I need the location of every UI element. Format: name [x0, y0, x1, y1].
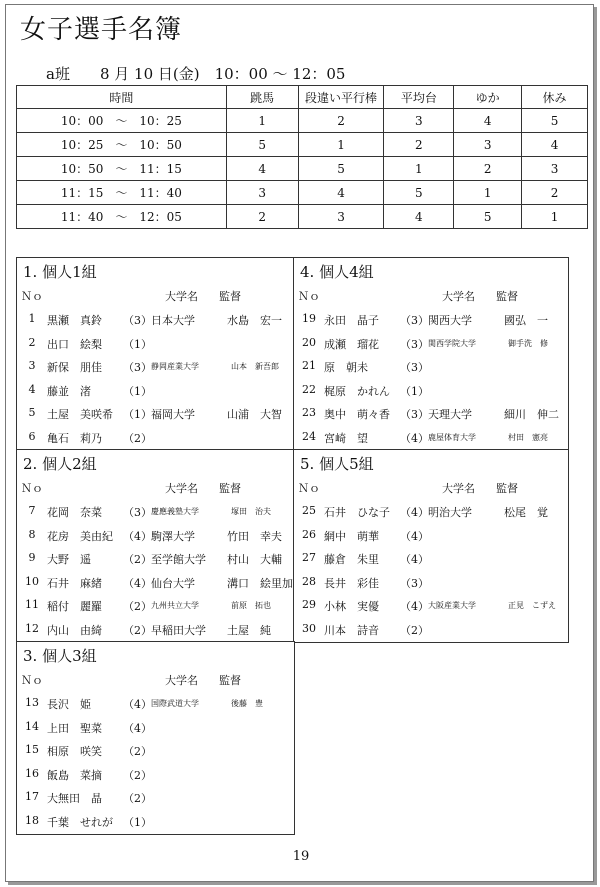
athlete-no: 15 [25, 743, 39, 756]
athlete-university: 慶應義塾大学 [151, 507, 199, 516]
athlete-grade: （2） [123, 553, 152, 566]
athlete-coach: 前原 拓也 [231, 601, 271, 610]
schedule-cell: 5 [298, 157, 384, 181]
column-label-uni: 大学名 [165, 674, 198, 687]
athlete-coach: 村田 憲亮 [508, 432, 548, 442]
athlete-row [17, 696, 289, 718]
athlete-row [17, 790, 289, 812]
schedule-header: 段違い平行棒 [298, 86, 384, 109]
schedule-header: 時間 [17, 86, 227, 109]
athlete-row [17, 406, 289, 428]
athlete-university: 駒澤大学 [151, 529, 195, 543]
athlete-coach: 松尾 覚 [504, 506, 548, 519]
athlete-no: 28 [302, 574, 316, 588]
schedule-cell: 2 [298, 109, 384, 133]
schedule-header: 休み [522, 86, 588, 109]
athlete-row [17, 743, 289, 765]
athlete-grade: （3） [123, 314, 152, 327]
column-label-no: Ｎｏ [298, 290, 320, 303]
athlete-no: 9 [28, 551, 36, 564]
athlete-university: 大阪産業大学 [428, 601, 476, 610]
column-label-uni: 大学名 [165, 290, 198, 303]
group-panel [16, 257, 295, 451]
athlete-grade: （3） [123, 506, 152, 519]
column-label-uni: 大学名 [442, 290, 475, 303]
athlete-row [17, 383, 289, 405]
schedule-cell: 2 [226, 205, 298, 229]
athlete-no: 3 [28, 359, 36, 372]
schedule-cell: 4 [522, 133, 588, 157]
group-column-header [21, 672, 289, 688]
athlete-grade: （4） [123, 698, 152, 711]
athlete-grade: （1） [123, 408, 152, 421]
athlete-no: 30 [302, 621, 316, 635]
athlete-row [17, 720, 289, 742]
athlete-no: 18 [25, 813, 39, 827]
schedule-row [17, 157, 588, 181]
athlete-coach: 正見 こずえ [508, 601, 556, 610]
column-label-no: Ｎｏ [21, 290, 43, 303]
athlete-name: 出口 絵梨 [47, 337, 102, 351]
athlete-name: 石井 麻緒 [47, 576, 102, 590]
column-label-uni: 大学名 [442, 482, 475, 495]
athlete-university: 至学館大学 [151, 553, 206, 566]
athlete-coach: 山浦 大智 [227, 408, 282, 421]
group-panel [16, 449, 295, 643]
athlete-no: 29 [302, 598, 316, 611]
athlete-no: 7 [28, 504, 36, 517]
athlete-coach: 御手洗 修 [508, 338, 548, 348]
schedule-cell: 3 [226, 181, 298, 205]
athlete-row [17, 814, 289, 836]
athlete-row [294, 528, 566, 550]
athlete-grade: （3） [400, 337, 429, 351]
athlete-row [17, 598, 289, 620]
schedule-time: 11：15 〜 11：40 [17, 181, 227, 205]
athlete-grade: （3） [400, 408, 429, 421]
page-number: 19 [292, 849, 310, 864]
athlete-grade: （1） [400, 384, 429, 398]
athlete-row [294, 312, 566, 334]
athlete-name: 内山 由綺 [47, 623, 102, 637]
athlete-name: 宮崎 望 [324, 431, 368, 445]
athlete-grade: （1） [123, 337, 152, 351]
athlete-name: 小林 実優 [324, 600, 379, 613]
column-label-coach: 監督 [219, 482, 241, 495]
athlete-no: 20 [302, 335, 316, 349]
schedule-cell: 2 [454, 157, 522, 181]
athlete-coach: 溝口 絵里加 [227, 576, 293, 590]
schedule-header: ゆか [454, 86, 522, 109]
column-label-no: Ｎｏ [21, 482, 43, 495]
athlete-coach: 後藤 豊 [231, 699, 263, 708]
athlete-grade: （3） [123, 361, 152, 374]
athlete-name: 新保 朋佳 [47, 361, 102, 374]
athlete-row [294, 598, 566, 620]
group-title: 4. 個人4組 [300, 263, 374, 281]
athlete-grade: （2） [123, 623, 152, 637]
column-label-no: Ｎｏ [298, 482, 320, 495]
schedule-cell: 4 [298, 181, 384, 205]
athlete-row [17, 336, 289, 358]
athlete-grade: （4） [123, 721, 152, 735]
schedule-row [17, 109, 588, 133]
athlete-no: 13 [25, 696, 39, 709]
athlete-name: 大野 遥 [47, 553, 91, 566]
athlete-name: 土屋 美咲希 [47, 408, 113, 421]
athlete-name: 藤並 渚 [47, 384, 91, 398]
schedule-time: 10：25 〜 10：50 [17, 133, 227, 157]
athlete-no: 8 [28, 527, 36, 541]
athlete-grade: （2） [400, 623, 429, 637]
athlete-row [294, 336, 566, 358]
athlete-grade: （2） [123, 431, 152, 445]
athlete-grade: （2） [123, 768, 152, 782]
athlete-row [294, 406, 566, 428]
athlete-name: 花岡 奈菜 [47, 506, 102, 519]
athlete-row [294, 622, 566, 644]
athlete-row [294, 575, 566, 597]
athlete-row [294, 383, 566, 405]
athlete-coach: 竹田 幸夫 [227, 529, 282, 543]
athlete-university: 日本大学 [151, 314, 195, 327]
athlete-row [17, 528, 289, 550]
athlete-no: 25 [302, 504, 316, 517]
athlete-grade: （2） [123, 792, 152, 805]
athlete-grade: （2） [123, 745, 152, 758]
athlete-no: 27 [302, 551, 316, 564]
athlete-row [17, 359, 289, 381]
schedule-cell: 3 [454, 133, 522, 157]
session-subtitle: a班 8 月 10 日(金) 10：00 〜 12：05 [46, 65, 346, 83]
athlete-grade: （3） [400, 361, 429, 374]
athlete-no: 16 [25, 766, 39, 780]
athlete-row [294, 551, 566, 573]
schedule-cell: 5 [384, 181, 454, 205]
schedule-cell: 1 [384, 157, 454, 181]
column-label-uni: 大学名 [165, 482, 198, 495]
athlete-row [17, 312, 289, 334]
group-panel [293, 449, 569, 643]
athlete-coach: 村山 大輔 [227, 553, 282, 566]
athlete-grade: （4） [123, 529, 152, 543]
athlete-grade: （2） [123, 600, 152, 613]
schedule-row [17, 181, 588, 205]
column-label-coach: 監督 [496, 482, 518, 495]
schedule-cell: 3 [522, 157, 588, 181]
document-page [5, 4, 594, 882]
schedule-cell: 3 [384, 109, 454, 133]
group-panel [16, 641, 295, 835]
athlete-no: 11 [25, 598, 39, 611]
column-label-coach: 監督 [219, 290, 241, 303]
group-panel [293, 257, 569, 451]
schedule-header: 平均台 [384, 86, 454, 109]
athlete-grade: （4） [400, 529, 429, 543]
group-column-header [298, 288, 566, 304]
schedule-cell: 4 [454, 109, 522, 133]
athlete-name: 亀石 莉乃 [47, 431, 102, 445]
athlete-university: 国際武道大学 [151, 699, 199, 708]
athlete-row [17, 574, 293, 597]
athlete-university: 関西学院大学 [428, 338, 476, 348]
athlete-no: 4 [28, 382, 36, 396]
athlete-no: 2 [28, 335, 36, 349]
athlete-coach: 土屋 純 [227, 623, 271, 637]
schedule-header-row [17, 86, 588, 109]
group-column-header [21, 480, 289, 496]
athlete-name: 成瀬 瑠花 [324, 337, 379, 351]
schedule-cell: 3 [298, 205, 384, 229]
athlete-row [17, 551, 289, 573]
athlete-name: 梶原 かれん [324, 384, 390, 398]
athlete-no: 10 [25, 574, 39, 588]
athlete-name: 長沢 姫 [47, 698, 91, 711]
athlete-name: 原 朝未 [324, 361, 368, 374]
athlete-grade: （1） [123, 384, 152, 398]
athlete-no: 21 [302, 359, 316, 372]
group-title: 2. 個人2組 [23, 455, 97, 473]
athlete-grade: （3） [400, 314, 429, 327]
athlete-no: 22 [302, 382, 316, 396]
schedule-cell: 1 [298, 133, 384, 157]
athlete-name: 稲付 麗羅 [47, 600, 102, 613]
athlete-no: 17 [25, 790, 39, 803]
schedule-time: 10：00 〜 10：25 [17, 109, 227, 133]
page-title: 女子選手名簿 [20, 15, 183, 45]
athlete-name: 相原 咲笑 [47, 745, 102, 758]
schedule-cell: 5 [454, 205, 522, 229]
schedule-cell: 1 [226, 109, 298, 133]
athlete-no: 6 [28, 429, 36, 443]
athlete-name: 飯島 菜摘 [47, 768, 102, 782]
group-title: 5. 個人5組 [300, 455, 374, 473]
athlete-grade: （4） [400, 431, 429, 445]
athlete-university: 鹿屋体育大学 [428, 432, 476, 442]
athlete-coach: 塚田 治夫 [231, 507, 271, 516]
athlete-grade: （4） [400, 553, 429, 566]
rotation-schedule-table [16, 85, 588, 229]
athlete-name: 花房 美由紀 [47, 529, 113, 543]
athlete-grade: （4） [400, 506, 429, 519]
athlete-grade: （1） [123, 815, 152, 829]
athlete-row [294, 359, 566, 381]
athlete-name: 藤倉 朱里 [324, 553, 379, 566]
athlete-no: 1 [28, 312, 36, 325]
schedule-cell: 1 [454, 181, 522, 205]
athlete-name: 上田 聖菜 [47, 721, 102, 735]
athlete-university: 福岡大学 [151, 408, 195, 421]
athlete-no: 14 [25, 719, 39, 733]
athlete-name: 永田 晶子 [324, 314, 379, 327]
athlete-name: 大無田 晶 [47, 792, 102, 805]
athlete-name: 石井 ひな子 [324, 506, 390, 519]
schedule-time: 11：40 〜 12：05 [17, 205, 227, 229]
athlete-no: 24 [302, 429, 316, 443]
athlete-name: 黒瀬 真鈴 [47, 314, 102, 327]
schedule-cell: 2 [522, 181, 588, 205]
group-title: 1. 個人1組 [23, 263, 97, 281]
athlete-no: 26 [302, 527, 316, 541]
athlete-no: 23 [302, 406, 316, 419]
schedule-time: 10：50 〜 11：15 [17, 157, 227, 181]
athlete-grade: （3） [400, 576, 429, 590]
column-label-no: Ｎｏ [21, 674, 43, 687]
athlete-name: 川本 詩音 [324, 623, 379, 637]
athlete-university: 明治大学 [428, 506, 472, 519]
athlete-university: 仙台大学 [151, 576, 195, 590]
athlete-grade: （4） [123, 576, 152, 590]
athlete-university: 九州共立大学 [151, 601, 199, 610]
athlete-coach: 國弘 一 [504, 314, 548, 327]
athlete-no: 19 [302, 312, 316, 325]
athlete-coach: 水島 宏一 [227, 314, 282, 327]
athlete-row [17, 504, 289, 526]
group-title: 3. 個人3組 [23, 647, 97, 665]
schedule-row [17, 205, 588, 229]
athlete-name: 奥中 萌々香 [324, 408, 390, 421]
schedule-row [17, 133, 588, 157]
schedule-cell: 4 [226, 157, 298, 181]
schedule-cell: 5 [226, 133, 298, 157]
column-label-coach: 監督 [496, 290, 518, 303]
athlete-name: 網中 萌華 [324, 529, 379, 543]
athlete-university: 関西大学 [428, 314, 472, 327]
athlete-name: 長井 彩佳 [324, 576, 379, 590]
group-column-header [21, 288, 289, 304]
athlete-university: 静岡産業大学 [151, 362, 199, 371]
schedule-header: 跳馬 [226, 86, 298, 109]
athlete-no: 12 [25, 621, 39, 635]
group-column-header [298, 480, 566, 496]
athlete-coach: 細川 伸二 [504, 408, 559, 421]
athlete-university: 早稲田大学 [151, 623, 206, 637]
athlete-row [294, 504, 566, 526]
athlete-coach: 山本 新吾郎 [231, 362, 279, 371]
athlete-grade: （4） [400, 600, 429, 613]
athlete-no: 5 [28, 406, 36, 419]
schedule-cell: 1 [522, 205, 588, 229]
column-label-coach: 監督 [219, 674, 241, 687]
athlete-name: 千葉 せれが [47, 815, 113, 829]
athlete-row [17, 767, 289, 789]
athlete-university: 天理大学 [428, 408, 472, 421]
schedule-cell: 2 [384, 133, 454, 157]
schedule-cell: 5 [522, 109, 588, 133]
schedule-cell: 4 [384, 205, 454, 229]
